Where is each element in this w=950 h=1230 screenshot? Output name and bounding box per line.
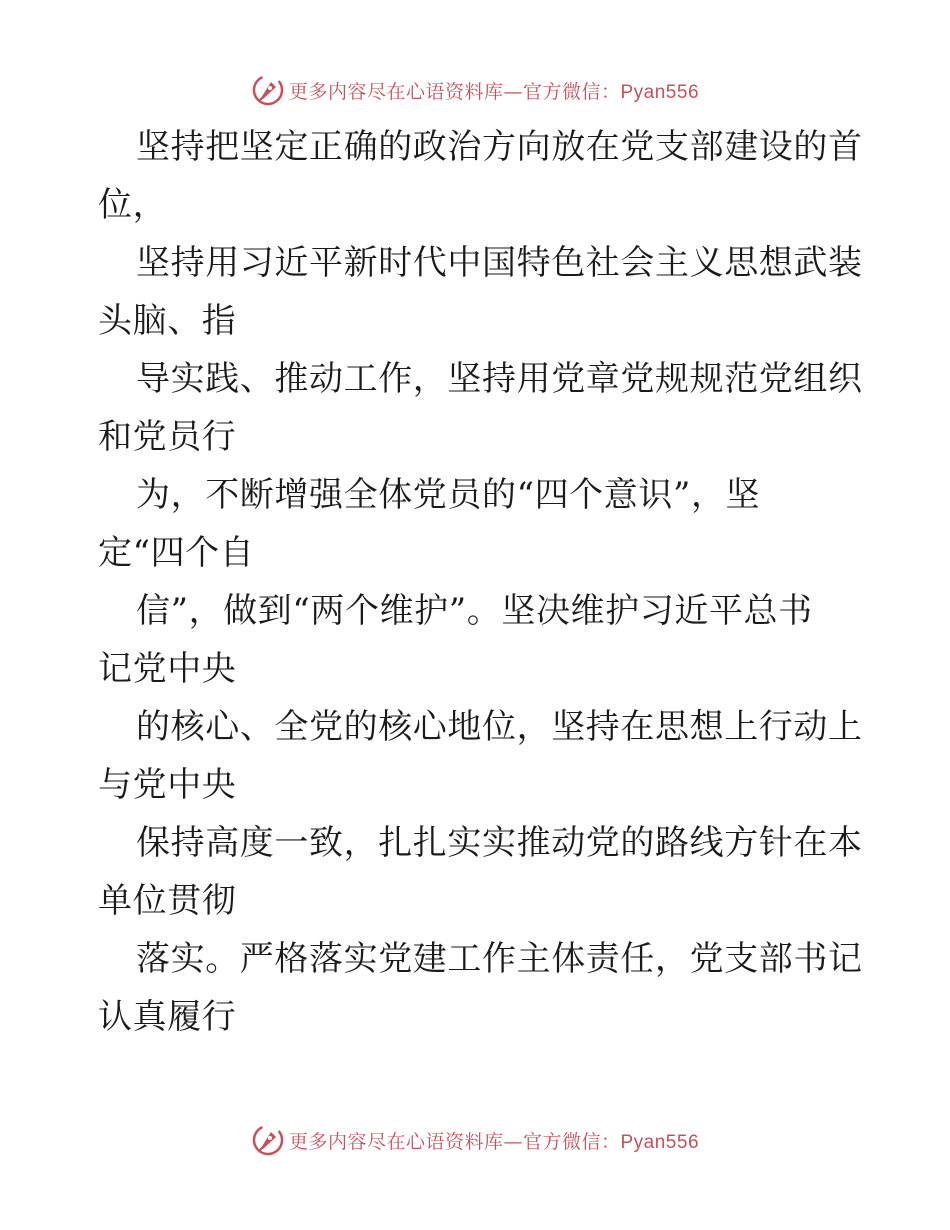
header-wechat-id: Pyan556 <box>620 81 700 103</box>
pen-nib-circle-icon <box>251 73 285 107</box>
body-line: 坚持用习近平新时代中国特色社会主义思想武装 <box>136 243 863 283</box>
document-body <box>98 118 863 1046</box>
body-line: 和党员行 <box>98 417 237 457</box>
body-line: 坚持把坚定正确的政治方向放在党支部建设的首 <box>136 127 863 167</box>
body-line: 保持高度一致，扎扎实实推动党的路线方针在本 <box>136 823 863 863</box>
body-line: 记党中央 <box>98 649 237 689</box>
body-line: 的核心、全党的核心地位，坚持在思想上行动上 <box>136 707 863 747</box>
header-banner <box>0 68 950 112</box>
body-line: 为，不断增强全体党员的“四个意识”，坚 <box>136 475 761 515</box>
body-line: 信”，做到“两个维护”。坚决维护习近平总书 <box>136 591 813 631</box>
body-line: 落实。严格落实党建工作主体责任，党支部书记 <box>136 939 863 979</box>
footer-text: 更多内容尽在心语资料库—官方微信：Pyan556 <box>288 1130 700 1153</box>
body-line: 定“四个自 <box>98 533 255 573</box>
body-line: 位， <box>98 185 168 225</box>
body-line: 单位贯彻 <box>98 881 237 921</box>
body-line: 与党中央 <box>98 765 237 805</box>
body-line: 认真履行 <box>98 997 237 1037</box>
body-line: 导实践、推动工作，坚持用党章党规规范党组织 <box>136 359 863 399</box>
pen-nib-circle-icon <box>251 1123 285 1157</box>
footer-banner <box>0 1118 950 1162</box>
body-line: 头脑、指 <box>98 301 237 341</box>
header-text: 更多内容尽在心语资料库—官方微信：Pyan556 <box>288 80 700 103</box>
footer-wechat-id: Pyan556 <box>620 1131 700 1153</box>
